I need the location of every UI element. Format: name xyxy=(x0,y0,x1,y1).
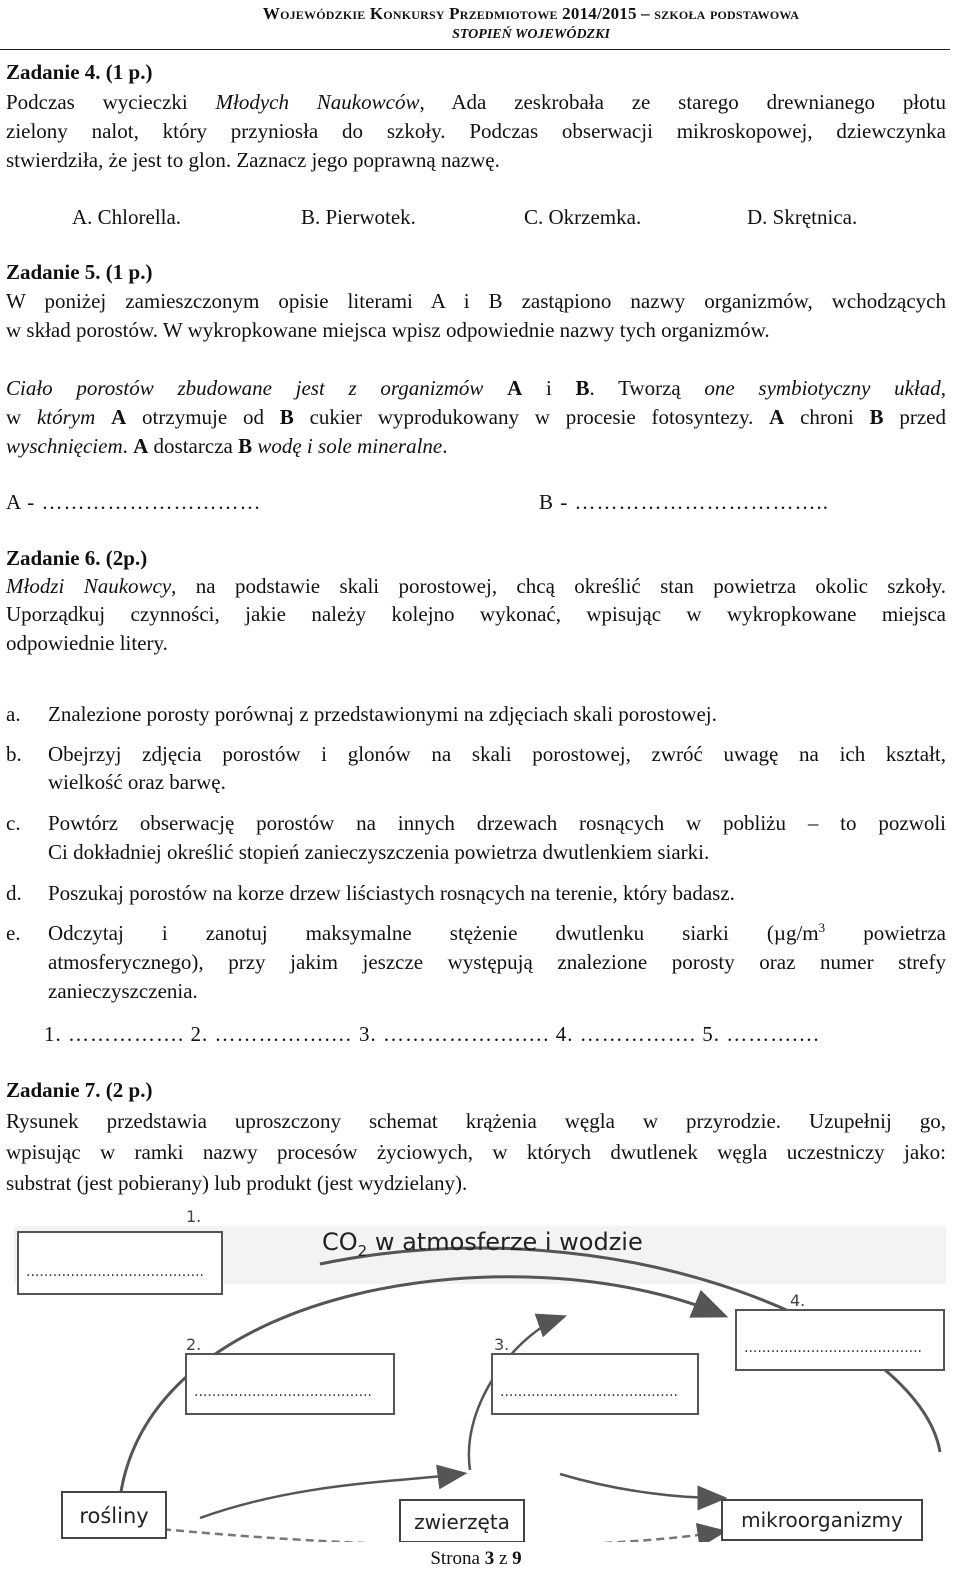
box-number: 2. xyxy=(186,1335,202,1354)
svg-text:..............................: ........................................ xyxy=(26,1264,205,1280)
task5-desc-line3: wyschnięciem. A dostarcza B wodę i sole mineralne. xyxy=(6,434,448,458)
svg-text:zwierzęta: zwierzęta xyxy=(414,1510,510,1534)
competition-header: Wojewódzkie Konkursy Przedmiotowe 2014/2015 – szkoła podstawowa xyxy=(262,4,800,23)
svg-text:..............................: ........................................ xyxy=(500,1384,679,1400)
task6-item-letter: a. xyxy=(6,702,21,726)
task5-line2: w skład porostów. W wykropkowane miejsca wpisz odpowiednie nazwy tych organizmów. xyxy=(6,318,770,342)
answer-box-2[interactable] xyxy=(186,1354,394,1414)
task6-answers[interactable]: 1. ……………. 2. …………….… 3. ……………….…. 4. ……………. 5. ……….… xyxy=(44,1022,821,1046)
task6-line1: Młodzi Naukowcy, na podstawie skali porostowej, chcą określić stan powietrza okolic szkoły. xyxy=(6,574,946,598)
answer-box-3[interactable] xyxy=(492,1354,698,1414)
answer-box-1[interactable] xyxy=(18,1232,222,1294)
task6-item-text: Poszukaj porostów na korze drzew liściastych rosnących na terenie, który badasz. xyxy=(48,881,735,905)
task4-option-b[interactable]: B. Pierwotek. xyxy=(301,205,416,229)
task7-title: Zadanie 7. (2 p.) xyxy=(6,1078,153,1102)
arrow-arc xyxy=(560,1474,720,1498)
animals-box xyxy=(400,1500,524,1542)
box-number: 1. xyxy=(186,1207,202,1226)
task7-line1: Rysunek przedstawia uproszczony schemat krążenia węgla w przyrodzie. Uzupełnij go, xyxy=(6,1109,946,1133)
task4-option-d[interactable]: D. Skrętnica. xyxy=(747,205,858,229)
task4-line2: zielony nalot, który przyniosła do szkoły. Podczas obserwacji mikroskopowej, dziewczynka xyxy=(6,119,946,143)
task6-item-letter: e. xyxy=(6,921,21,945)
task5-answer-b[interactable]: B - …………………………….. xyxy=(539,490,829,514)
task6-item-text: Odczytaj i zanotuj maksymalne stężenie dwutlenku siarki ($\mu g/m^3$ powietrza xyxy=(48,920,946,945)
page-footer: Strona 3 z 9 xyxy=(430,1548,522,1569)
task4-title: Zadanie 4. (1 p.) xyxy=(6,60,153,84)
task4-line1: Podczas wycieczki Młodych Naukowców, Ada zeskrobała ze starego drewnianego płotu xyxy=(6,90,946,114)
task5-line1: W poniżej zamieszczonym opisie literami A i B zastąpiono nazwy organizmów, wchodzących xyxy=(6,289,946,313)
task6-item-text: Obejrzyj zdjęcia porostów i glonów na skali porostowej, zwróć uwagę na ich kształt, xyxy=(48,742,946,766)
task4-option-c[interactable]: C. Okrzemka. xyxy=(524,205,642,229)
task6-item-text: Znalezione porosty porównaj z przedstawionymi na zdjęciach skali porostowej. xyxy=(48,702,717,726)
task6-item-text: zanieczyszczenia. xyxy=(48,979,198,1003)
task6-line3: odpowiednie litery. xyxy=(6,631,168,655)
plants-box xyxy=(62,1492,166,1538)
svg-text:mikroorganizmy: mikroorganizmy xyxy=(741,1508,903,1532)
task5-title: Zadanie 5. (1 p.) xyxy=(6,260,153,284)
task4-line3: stwierdziła, że jest to glon. Zaznacz jego poprawną nazwę. xyxy=(6,148,500,172)
task6-item-letter: b. xyxy=(6,742,22,766)
svg-text:..............................: ........................................ xyxy=(194,1384,373,1400)
task6-item-letter: c. xyxy=(6,811,21,835)
task5-desc-line1: Ciało porostów zbudowane jest z organizmów A i B. Tworzą one symbiotyczny układ, xyxy=(6,376,946,400)
task7-line3: substrat (jest pobierany) lub produkt (jest wydzielany). xyxy=(6,1171,468,1195)
task7-line2: wpisując w ramki nazwy procesów życiowych, w których dwutlenek węgla uczestniczy jako: xyxy=(6,1140,946,1164)
stage-header: STOPIEŃ WOJEWÓDZKI xyxy=(452,27,610,42)
svg-text:rośliny: rośliny xyxy=(79,1504,149,1528)
task6-item-text: Ci dokładniej określić stopień zanieczyszczenia powietrza dwutlenkiem siarki. xyxy=(48,840,710,864)
task6-item-text: atmosferycznego), przy jakim jeszcze występują znalezione porosty oraz numer strefy xyxy=(48,950,946,974)
task5-desc-line2: w którym A otrzymuje od B cukier wyprodukowany w procesie fotosyntezy. A chroni B przed xyxy=(6,405,946,429)
svg-text:..............................: ........................................ xyxy=(744,1340,923,1356)
task5-answer-a[interactable]: A - ………………………… xyxy=(6,490,262,514)
task6-line2: Uporządkuj czynności, jakie należy kolejno wykonać, wpisując w wykropkowane miejsca xyxy=(6,602,946,626)
task6-item-text: Powtórz obserwację porostów na innych drzewach rosnących w pobliżu – to pozwoli xyxy=(48,811,946,835)
box-number: 3. xyxy=(494,1335,510,1354)
answer-box-4[interactable] xyxy=(736,1310,944,1370)
task6-item-text: wielkość oraz barwę. xyxy=(48,770,226,794)
task4-option-a[interactable]: A. Chlorella. xyxy=(72,205,182,229)
box-number: 4. xyxy=(790,1291,806,1310)
carbon-cycle-diagram xyxy=(0,1202,960,1542)
task6-title: Zadanie 6. (2p.) xyxy=(6,546,148,570)
task6-item-letter: d. xyxy=(6,881,22,905)
co2-label: $CO_2$ w atmosferze i wodzie xyxy=(322,1228,643,1260)
header-rule xyxy=(0,49,950,50)
microorganisms-box xyxy=(722,1500,922,1540)
